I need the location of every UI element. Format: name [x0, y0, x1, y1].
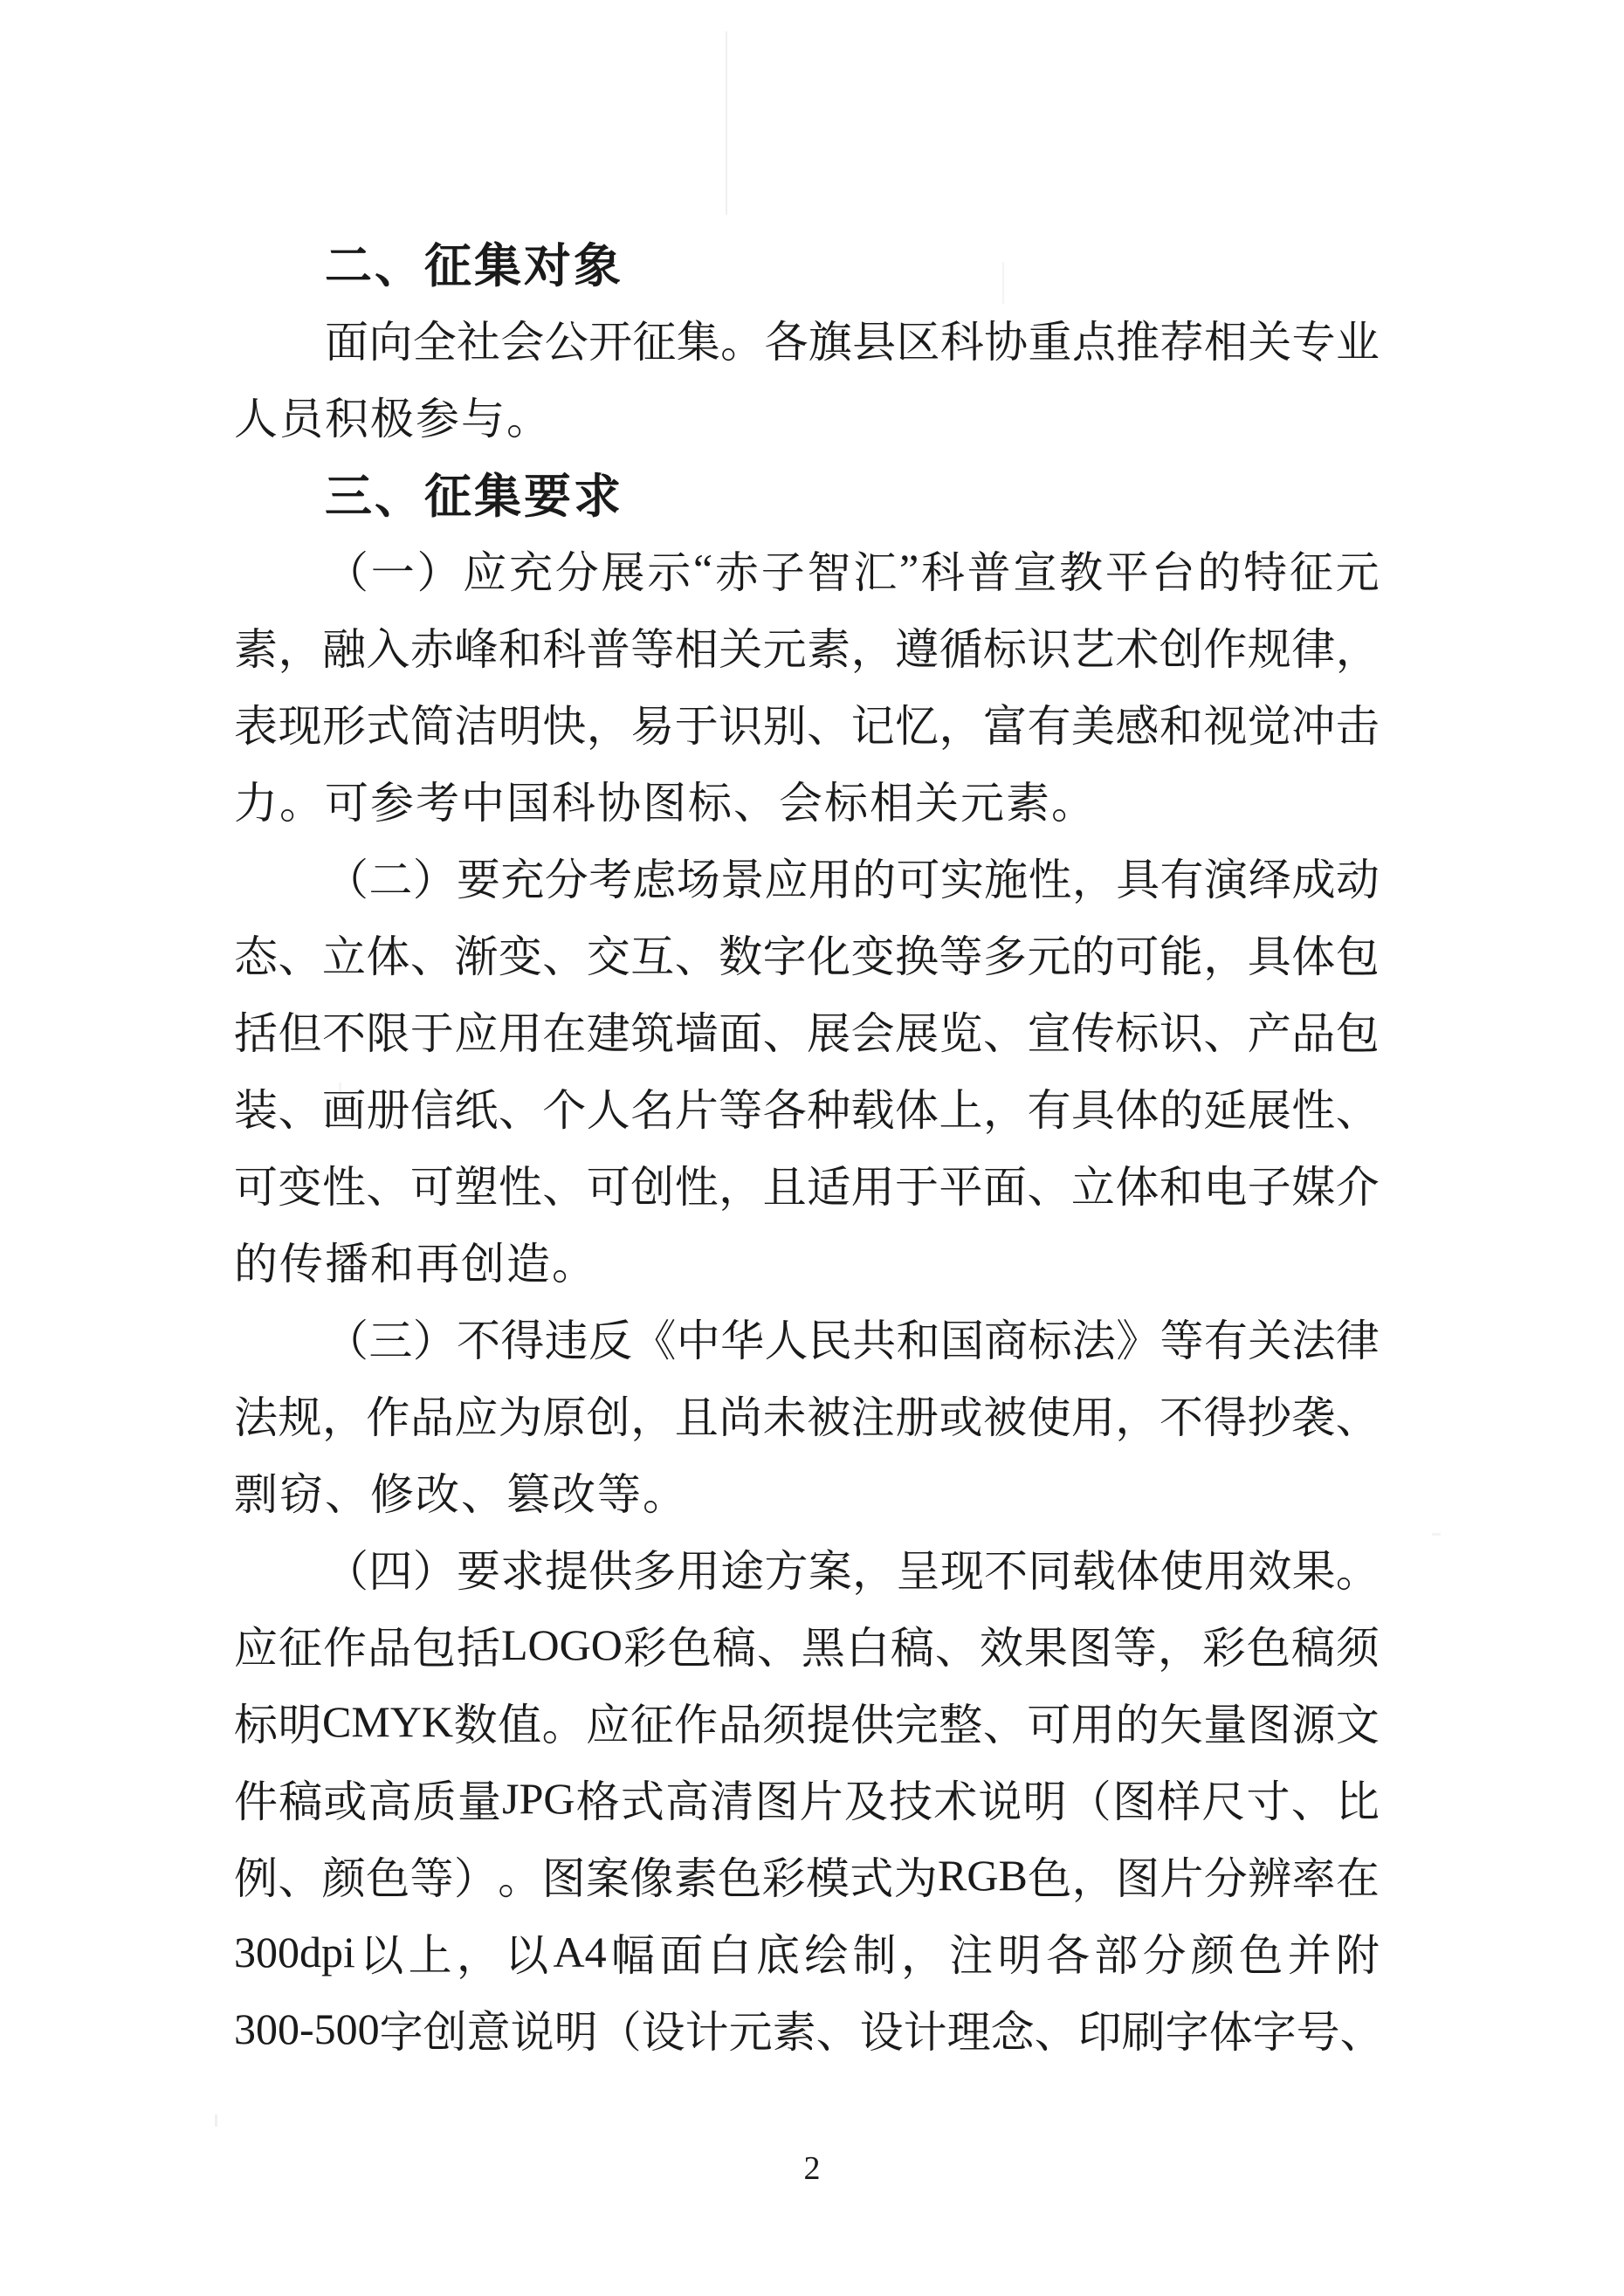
text-line: 态 、 立 体 、 渐 变 、 交 互 、 数 字 化 变 换 等 多 元 的 可 能 ， 具 体 包 [234, 932, 1380, 981]
text-line: 标 明 CMYK 数 值 。 应 征 作 品 须 提 供 完 整 、 可 用 的 矢 量 图 源 文 [234, 1697, 1380, 1749]
text-line: 面 向 全 社 会 公 开 征 集 。 各 旗 县 区 科 协 重 点 推 荐 相 关 专 业 [325, 318, 1380, 367]
text-line: 法 规 ， 作 品 应 为 原 创 ， 且 尚 未 被 注 册 或 被 使 用 ， 不 得 抄 袭 、 [234, 1393, 1380, 1442]
text-line: 300dpi 以 上 ， 以 A4 幅 面 白 底 绘 制 ， 注 明 各 部 分 颜 色 并 附 [234, 1928, 1380, 1980]
page-number: 2 [803, 2150, 821, 2187]
text-line: 素 ， 融 入 赤 峰 和 科 普 等 相 关 元 素 ， 遵 循 标 识 艺 术 创 作 规 律 ， [234, 625, 1380, 674]
text-line: 件 稿 或 高 质 量 JPG 格 式 高 清 图 片 及 技 术 说 明 （ 图 样 尺 寸 、 比 [234, 1774, 1380, 1826]
text-line: 人员积极参与。 [234, 395, 552, 443]
document-lines [234, 223, 1384, 2067]
text-line: 可 变 性 、 可 塑 性 、 可 创 性 ， 且 适 用 于 平 面 、 立 体 和 电 子 媒 介 [234, 1163, 1380, 1212]
text-line: 装 、 画 册 信 纸 、 个 人 名 片 等 各 种 载 体 上 ， 有 具 体 的 延 展 性 、 [234, 1086, 1380, 1135]
text-line: （ 三 ） 不 得 违 反 《 中 华 人 民 共 和 国 商 标 法 》 等 有 关 法 律 [325, 1316, 1380, 1365]
text-line: 括 但 不 限 于 应 用 在 建 筑 墙 面 、 展 会 展 览 、 宣 传 标 识 、 产 品 包 [234, 1009, 1380, 1058]
text-line: 表 现 形 式 简 洁 明 快 ， 易 于 识 别 、 记 忆 ， 富 有 美 感 和 视 觉 冲 击 [234, 702, 1380, 751]
scan-artifact [1432, 1533, 1441, 1536]
text-line: 300-500 字 创 意 说 明 （ 设 计 元 素 、 设 计 理 念 、 印 刷 字 体 字 号 、 [234, 2004, 1384, 2057]
text-line: 的传播和再创造。 [234, 1240, 597, 1289]
text-line: （ 一 ） 应 充 分 展 示 “ 赤 子 智 汇 ” 科 普 宣 教 平 台 的 特 征 元 [325, 545, 1380, 597]
text-line: （ 二 ） 要 充 分 考 虑 场 景 应 用 的 可 实 施 性 ， 具 有 演 绎 成 动 [325, 856, 1380, 904]
text-line: （ 四 ） 要 求 提 供 多 用 途 方 案 ， 呈 现 不 同 载 体 使 用 效 果 。 [325, 1547, 1380, 1596]
scan-artifact [726, 31, 727, 215]
text-line: 剽窃、修改、篡改等。 [234, 1470, 688, 1519]
scan-artifact [215, 2114, 217, 2127]
section-heading: 二、征集对象 [325, 239, 623, 292]
text-line: 例 、 颜 色 等 ） 。 图 案 像 素 色 彩 模 式 为 RGB 色 ， 图 片 分 辨 率 在 [234, 1851, 1380, 1903]
section-heading: 三、征集要求 [325, 470, 623, 523]
text-line: 力。可参考中国科协图标、会标相关元素。 [234, 779, 1097, 828]
text-line: 应 征 作 品 包 括 LOGO 彩 色 稿 、 黑 白 稿 、 效 果 图 等 ， 彩 色 稿 须 [234, 1620, 1380, 1673]
